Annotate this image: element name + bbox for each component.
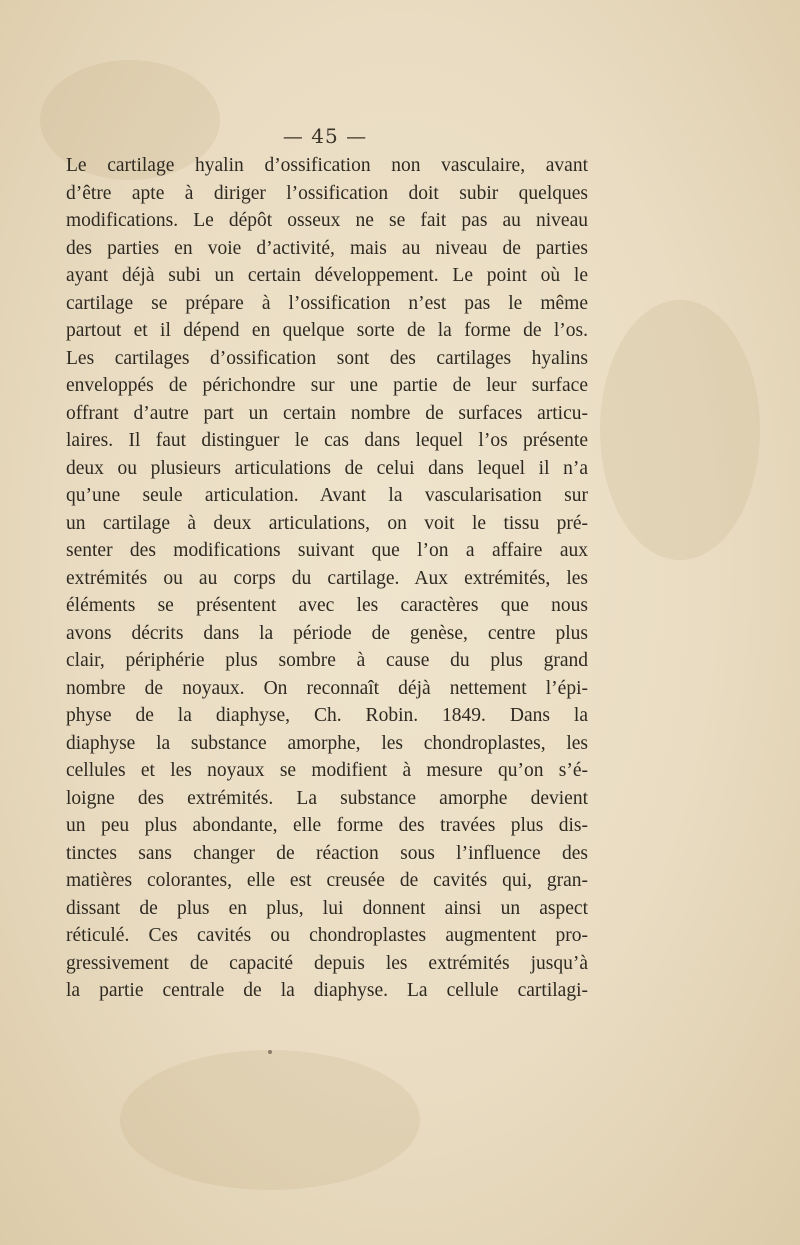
text-line: avons décrits dans la période de genèse, centre plus xyxy=(66,622,588,644)
text-line: qu’une seule articulation. Avant la vascularisation sur xyxy=(66,485,588,506)
text-line: ayant déjà subi un certain développement. Le point où le xyxy=(66,265,588,286)
text-line: partout et il dépend en quelque sorte de la forme de l’os. xyxy=(66,320,588,341)
text-line: dissant de plus en plus, lui donnent ainsi un aspect xyxy=(66,897,588,919)
page-number: — 45 — xyxy=(282,124,368,148)
text-line: senter des modifications suivant que l’on a affaire aux xyxy=(66,540,588,561)
body-text xyxy=(66,152,588,1005)
text-line: offrant d’autre part un certain nombre de surfaces articu- xyxy=(66,402,588,424)
text-line: laires. Il faut distinguer le cas dans lequel l’os présente xyxy=(66,430,588,451)
text-line: cellules et les noyaux se modifient à mesure qu’on s’é- xyxy=(66,760,588,781)
text-line: Les cartilages d’ossification sont des cartilages hyalins xyxy=(66,347,588,369)
text-line: clair, périphérie plus sombre à cause du plus grand xyxy=(66,650,588,671)
paper-stain xyxy=(120,1050,420,1190)
text-line: loigne des extrémités. La substance amorphe devient xyxy=(66,787,588,809)
text-line: diaphyse la substance amorphe, les chondroplastes, les xyxy=(66,732,588,754)
text-line: gressivement de capacité depuis les extrémités jusqu’à xyxy=(66,952,588,974)
text-line: cartilage se prépare à l’ossification n’est pas le même xyxy=(66,292,588,314)
paper-speck xyxy=(268,1050,272,1054)
text-line: modifications. Le dépôt osseux ne se fait pas au niveau xyxy=(66,210,588,231)
paper-stain xyxy=(600,300,760,560)
text-line: d’être apte à diriger l’ossification doit subir quelques xyxy=(66,182,588,204)
text-line: physe de la diaphyse, Ch. Robin. 1849. Dans la xyxy=(66,705,588,726)
text-line: la partie centrale de la diaphyse. La cellule cartilagi- xyxy=(66,980,588,1001)
text-line: éléments se présentent avec les caractères que nous xyxy=(66,595,588,616)
text-line: enveloppés de périchondre sur une partie de leur surface xyxy=(66,375,588,396)
text-line: tinctes sans changer de réaction sous l’influence des xyxy=(66,842,588,864)
text-line: matières colorantes, elle est creusée de cavités qui, gran- xyxy=(66,870,588,891)
text-line: Le cartilage hyalin d’ossification non vasculaire, avant xyxy=(66,155,588,176)
text-line: nombre de noyaux. On reconnaît déjà nettement l’épi- xyxy=(66,677,588,699)
text-line: réticulé. Ces cavités ou chondroplastes augmentent pro- xyxy=(66,925,588,946)
text-line: un cartilage à deux articulations, on voit le tissu pré- xyxy=(66,512,588,534)
text-line: extrémités ou au corps du cartilage. Aux extrémités, les xyxy=(66,567,588,589)
text-line: un peu plus abondante, elle forme des travées plus dis- xyxy=(66,815,588,836)
text-line: deux ou plusieurs articulations de celui dans lequel il n’a xyxy=(66,457,588,479)
text-line: des parties en voie d’activité, mais au niveau de parties xyxy=(66,237,588,259)
